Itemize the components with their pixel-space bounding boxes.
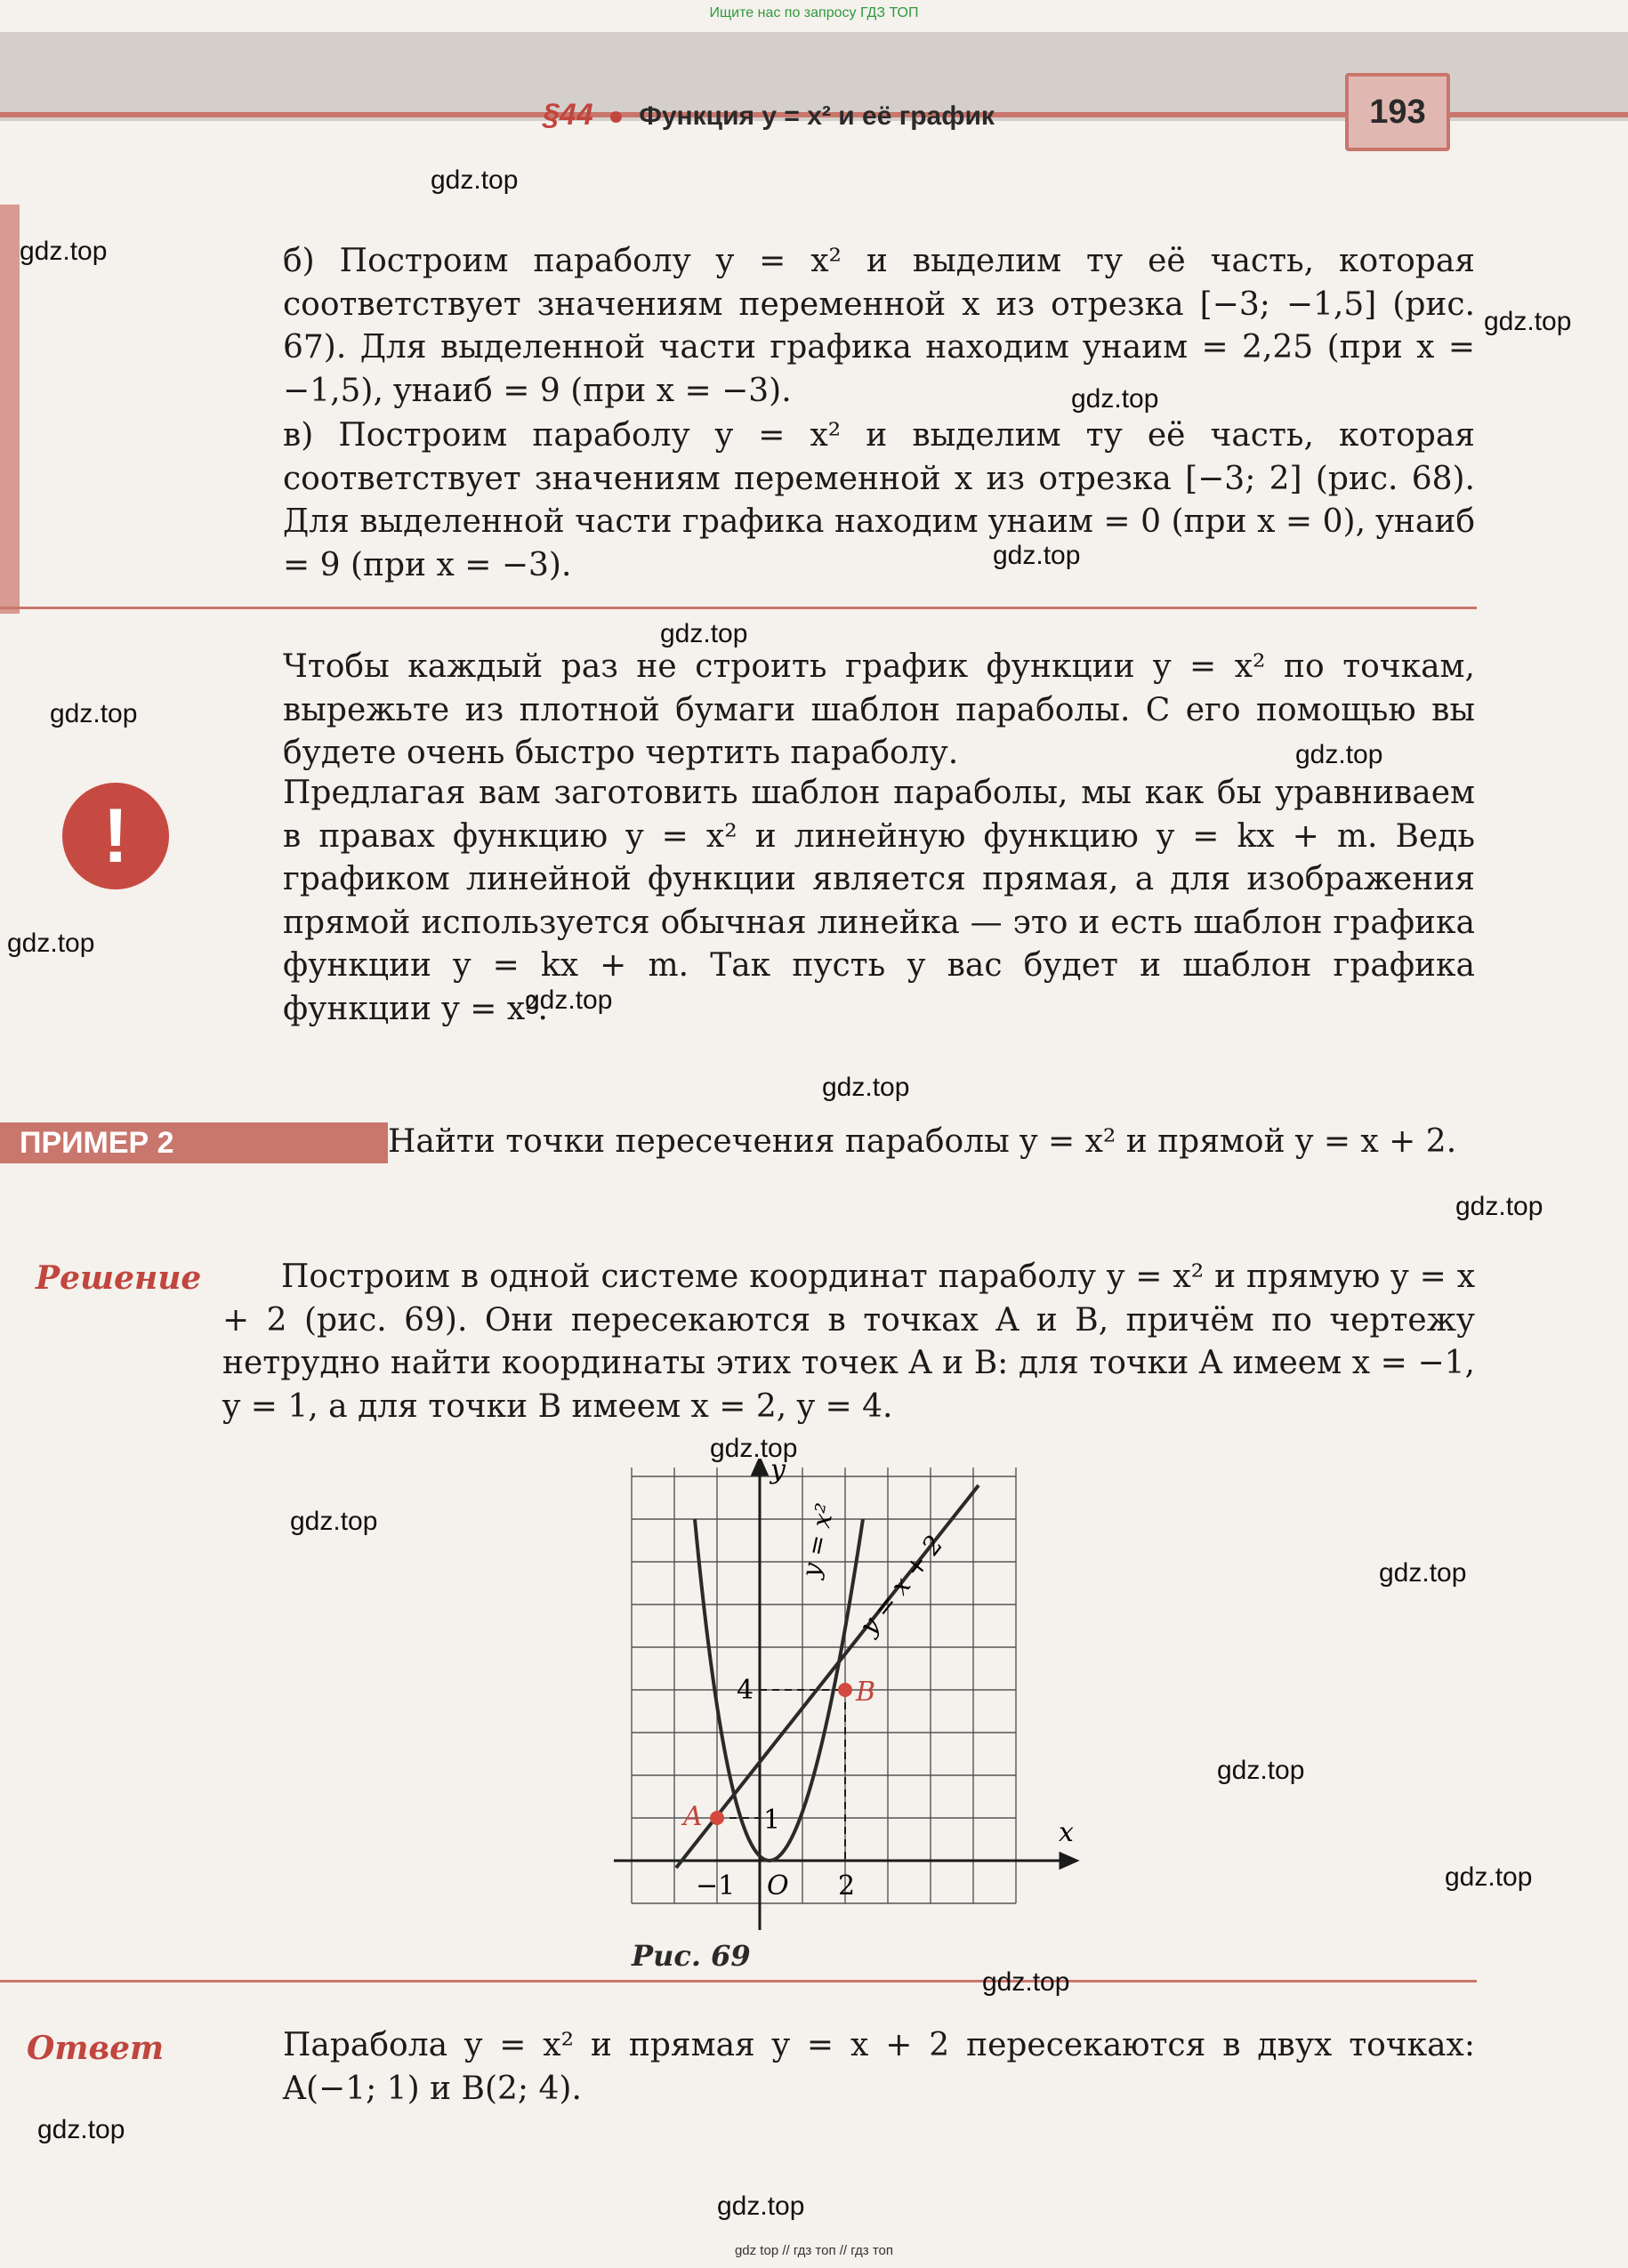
watermark-18: gdz.top <box>982 1967 1070 1997</box>
paragraph-v <box>283 414 1475 587</box>
page-number: 193 <box>1345 73 1450 151</box>
header-title <box>543 98 995 133</box>
section-title: Функция y = x² и её график <box>639 101 995 131</box>
watermark-4: gdz.top <box>1071 384 1159 414</box>
paragraph-b <box>283 240 1475 413</box>
watermark-10: gdz.top <box>525 985 613 1015</box>
solution-text <box>222 1256 1475 1428</box>
figure-caption: Рис. 69 <box>632 1939 751 1973</box>
left-accent-band <box>0 205 20 614</box>
bottom-note: gdz top // гдз топ // гдз топ <box>734 2243 894 2258</box>
answer-text <box>283 2024 1475 2111</box>
tick-x-2: 2 <box>838 1870 856 1902</box>
point-a-label: A <box>683 1801 703 1832</box>
warning-icon: ! <box>62 783 169 889</box>
parabola-label: y = x² <box>795 1500 841 1580</box>
tick-y-1: 1 <box>763 1805 781 1836</box>
watermark-7: gdz.top <box>50 699 138 728</box>
point-b <box>838 1683 852 1697</box>
point-a <box>710 1811 724 1825</box>
section-rule-1 <box>0 607 1477 609</box>
answer-paragraph: Парабола y = x² и прямая y = x + 2 пересекаются в двух точках: A(−1; 1) и B(2; 4). <box>283 2027 1475 2107</box>
example-task-text: Найти точки пересечения параболы y = x² и прямой y = x + 2. <box>388 1123 1457 1160</box>
watermark-17: gdz.top <box>1445 1862 1533 1892</box>
tick-x-neg1: −1 <box>696 1870 736 1902</box>
watermark-2: gdz.top <box>20 237 108 266</box>
section-number: §44 <box>543 98 593 132</box>
paragraph-v-text: в) Построим параболу y = x² и выделим ту её часть, которая соответствует значениям переменной x из отрезка [−3; 2] (рис. 68). Для выделенной части графика находим yнаим = 0 (при x = 0), yнаиб = 9 (при x = −3). <box>283 417 1475 583</box>
watermark-11: gdz.top <box>822 1073 910 1102</box>
watermark-5: gdz.top <box>993 541 1081 570</box>
example-task <box>222 1121 1475 1164</box>
figure-69 <box>605 1459 1103 1939</box>
solution-label: Решение <box>36 1259 202 1297</box>
y-axis-label: y <box>770 1459 786 1485</box>
origin-label: O <box>767 1870 789 1902</box>
watermark-16: gdz.top <box>1217 1756 1305 1785</box>
solution-paragraph: Построим в одной системе координат параболу y = x² и прямую y = x + 2 (рис. 69). Они пересекаются в точках A и B, причём по чертежу нетрудно найти координаты этих точек A и B: для точки A имеем x = −1, y = 1, а для точки B имеем x = 2, y = 4. <box>222 1259 1475 1425</box>
x-axis-label: x <box>1059 1817 1074 1848</box>
watermark-3: gdz.top <box>1484 307 1572 336</box>
watermark-14: gdz.top <box>290 1507 378 1536</box>
answer-label: Ответ <box>27 2030 165 2067</box>
watermark-15: gdz.top <box>1379 1558 1467 1588</box>
watermark-12: gdz.top <box>1455 1192 1543 1221</box>
point-b-label: B <box>856 1677 876 1708</box>
header-dot: ● <box>600 101 632 131</box>
watermark-9: gdz.top <box>7 929 95 958</box>
section-rule-3 <box>0 1980 1477 1982</box>
watermark-1: gdz.top <box>431 165 519 195</box>
paragraph-b-text: б) Построим параболу y = x² и выделим ту её часть, которая соответствует значениям переменной x из отрезка [−3; −1,5] (рис. 67). Для выделенной части графика находим yнаим = 2,25 (при x = −1,5), yнаиб = 9 (при x = −3). <box>283 243 1475 409</box>
watermark-19: gdz.top <box>37 2115 125 2144</box>
paragraph-template-text: Чтобы каждый раз не строить график функции y = x² по точкам, вырежьте из плотной бумаги шаблон параболы. С его помощью вы будете очень быстро чертить параболу. <box>283 648 1475 771</box>
watermark-6: gdz.top <box>660 619 748 648</box>
paragraph-ruler <box>283 772 1475 1031</box>
top-note: Ищите нас по запросу ГДЗ ТОП <box>709 5 919 20</box>
paragraph-ruler-text: Предлагая вам заготовить шаблон параболы, мы как бы уравниваем в правах функцию y = x² и линейную функцию y = kx + m. Ведь графиком линейной функции является прямая, а для изображения прямой используется обычная линейка — это и есть шаблон графика функции y = kx + m. Так пусть у вас будет и шаблон графика функции y = x². <box>283 775 1475 1027</box>
watermark-8: gdz.top <box>1295 740 1383 769</box>
example-label: ПРИМЕР 2 <box>0 1122 388 1163</box>
line-label: y = x + 2 <box>853 1530 949 1641</box>
watermark-20: gdz.top <box>717 2192 805 2221</box>
watermark-13: gdz.top <box>710 1434 798 1463</box>
tick-y-4: 4 <box>737 1675 754 1706</box>
